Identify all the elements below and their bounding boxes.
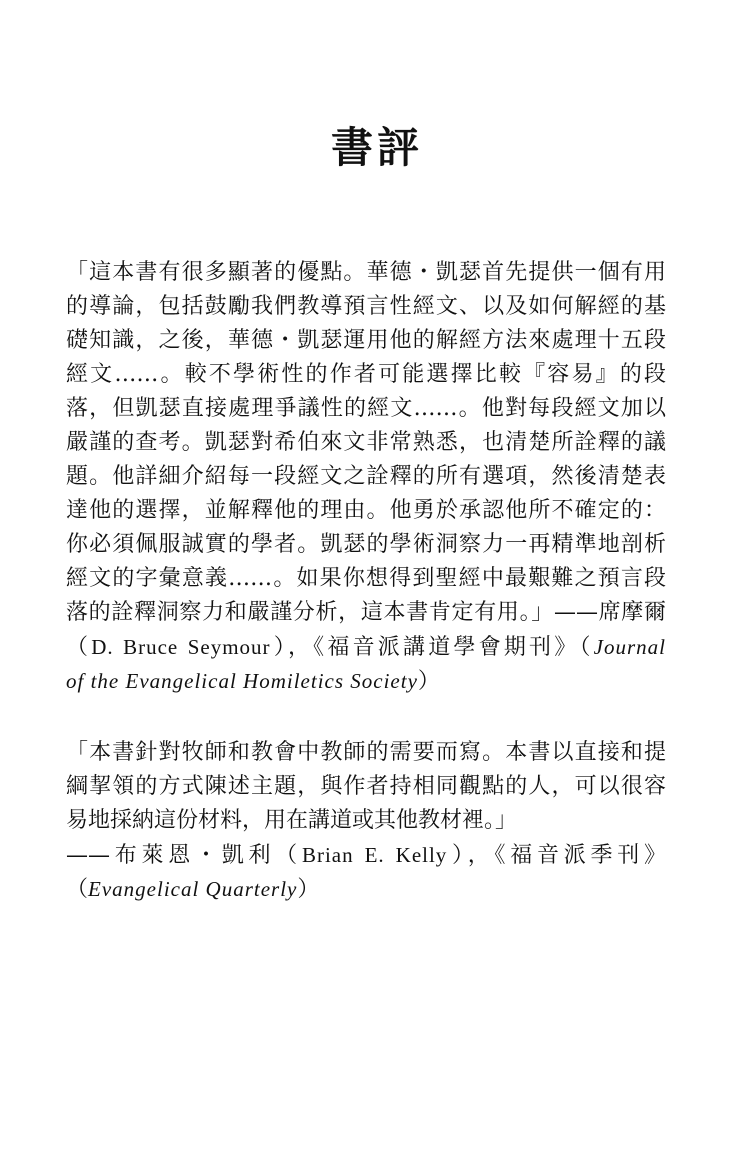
- review-attribution-line: [66, 630, 666, 664]
- review-block-1: [66, 256, 666, 698]
- review-line: 綱挈領的方式陳述主題，與作者持相同觀點的人，可以很容: [66, 774, 666, 799]
- review-line: 你必須佩服誠實的學者。凱瑟的學術洞察力一再精準地剖析: [66, 532, 666, 557]
- journal-title-chinese: ），《福音派季刊》: [447, 843, 666, 868]
- review-line: 的導論，包括鼓勵我們教導預言性經文、以及如何解經的基: [66, 294, 666, 319]
- paren-close: ）: [297, 877, 320, 902]
- review-line: 嚴謹的查考。凱瑟對希伯來文非常熟悉，也清楚所詮釋的議: [66, 430, 666, 455]
- paren-open: （: [66, 635, 92, 660]
- review-line: 題。他詳細介紹每一段經文之詮釋的所有選項，然後清楚表: [66, 464, 666, 489]
- review-attribution-line: [66, 664, 666, 698]
- review-line: 經文的字彙意義……。如果你想得到聖經中最艱難之預言段: [66, 566, 666, 591]
- reviewer-name-chinese: ——布萊恩・凱利（: [66, 843, 302, 868]
- review-line: 落，但凱瑟直接處理爭議性的經文……。他對每段經文加以: [66, 396, 666, 421]
- review-attribution-line: [66, 838, 666, 872]
- journal-title-english: of the Evangelical Homiletics Society: [66, 669, 418, 693]
- review-block-2: [66, 736, 666, 906]
- journal-title-english: Journal: [593, 635, 666, 659]
- reviewer-name-latin: Brian E. Kelly: [301, 843, 448, 867]
- review-line: 達他的選擇，並解釋他的理由。他勇於承認他所不確定的：: [66, 498, 666, 523]
- review-line: 「這本書有很多顯著的優點。華德・凱瑟首先提供一個有用: [66, 260, 666, 285]
- review-line: 礎知識，之後，華德・凱瑟運用他的解經方法來處理十五段: [66, 328, 666, 353]
- page-title: 書評: [330, 123, 423, 172]
- journal-title-english: Evangelical Quarterly: [88, 877, 298, 901]
- paren-open: （: [66, 877, 89, 902]
- reviewer-name-latin: D. Bruce Seymour: [91, 635, 271, 659]
- review-line: 易地採納這份材料，用在講道或其他教材裡。」: [66, 808, 518, 833]
- paren-close: ）: [417, 669, 440, 694]
- review-line: 經文……。較不學術性的作者可能選擇比較『容易』的段: [66, 362, 666, 387]
- review-line: 落的詮釋洞察力和嚴謹分析，這本書肯定有用。」——席摩爾: [66, 600, 666, 625]
- review-attribution-line: [66, 872, 666, 906]
- journal-title-chinese: ），《福音派講道學會期刊》（: [270, 635, 594, 660]
- review-line: 「本書針對牧師和教會中教師的需要而寫。本書以直接和提: [66, 740, 666, 765]
